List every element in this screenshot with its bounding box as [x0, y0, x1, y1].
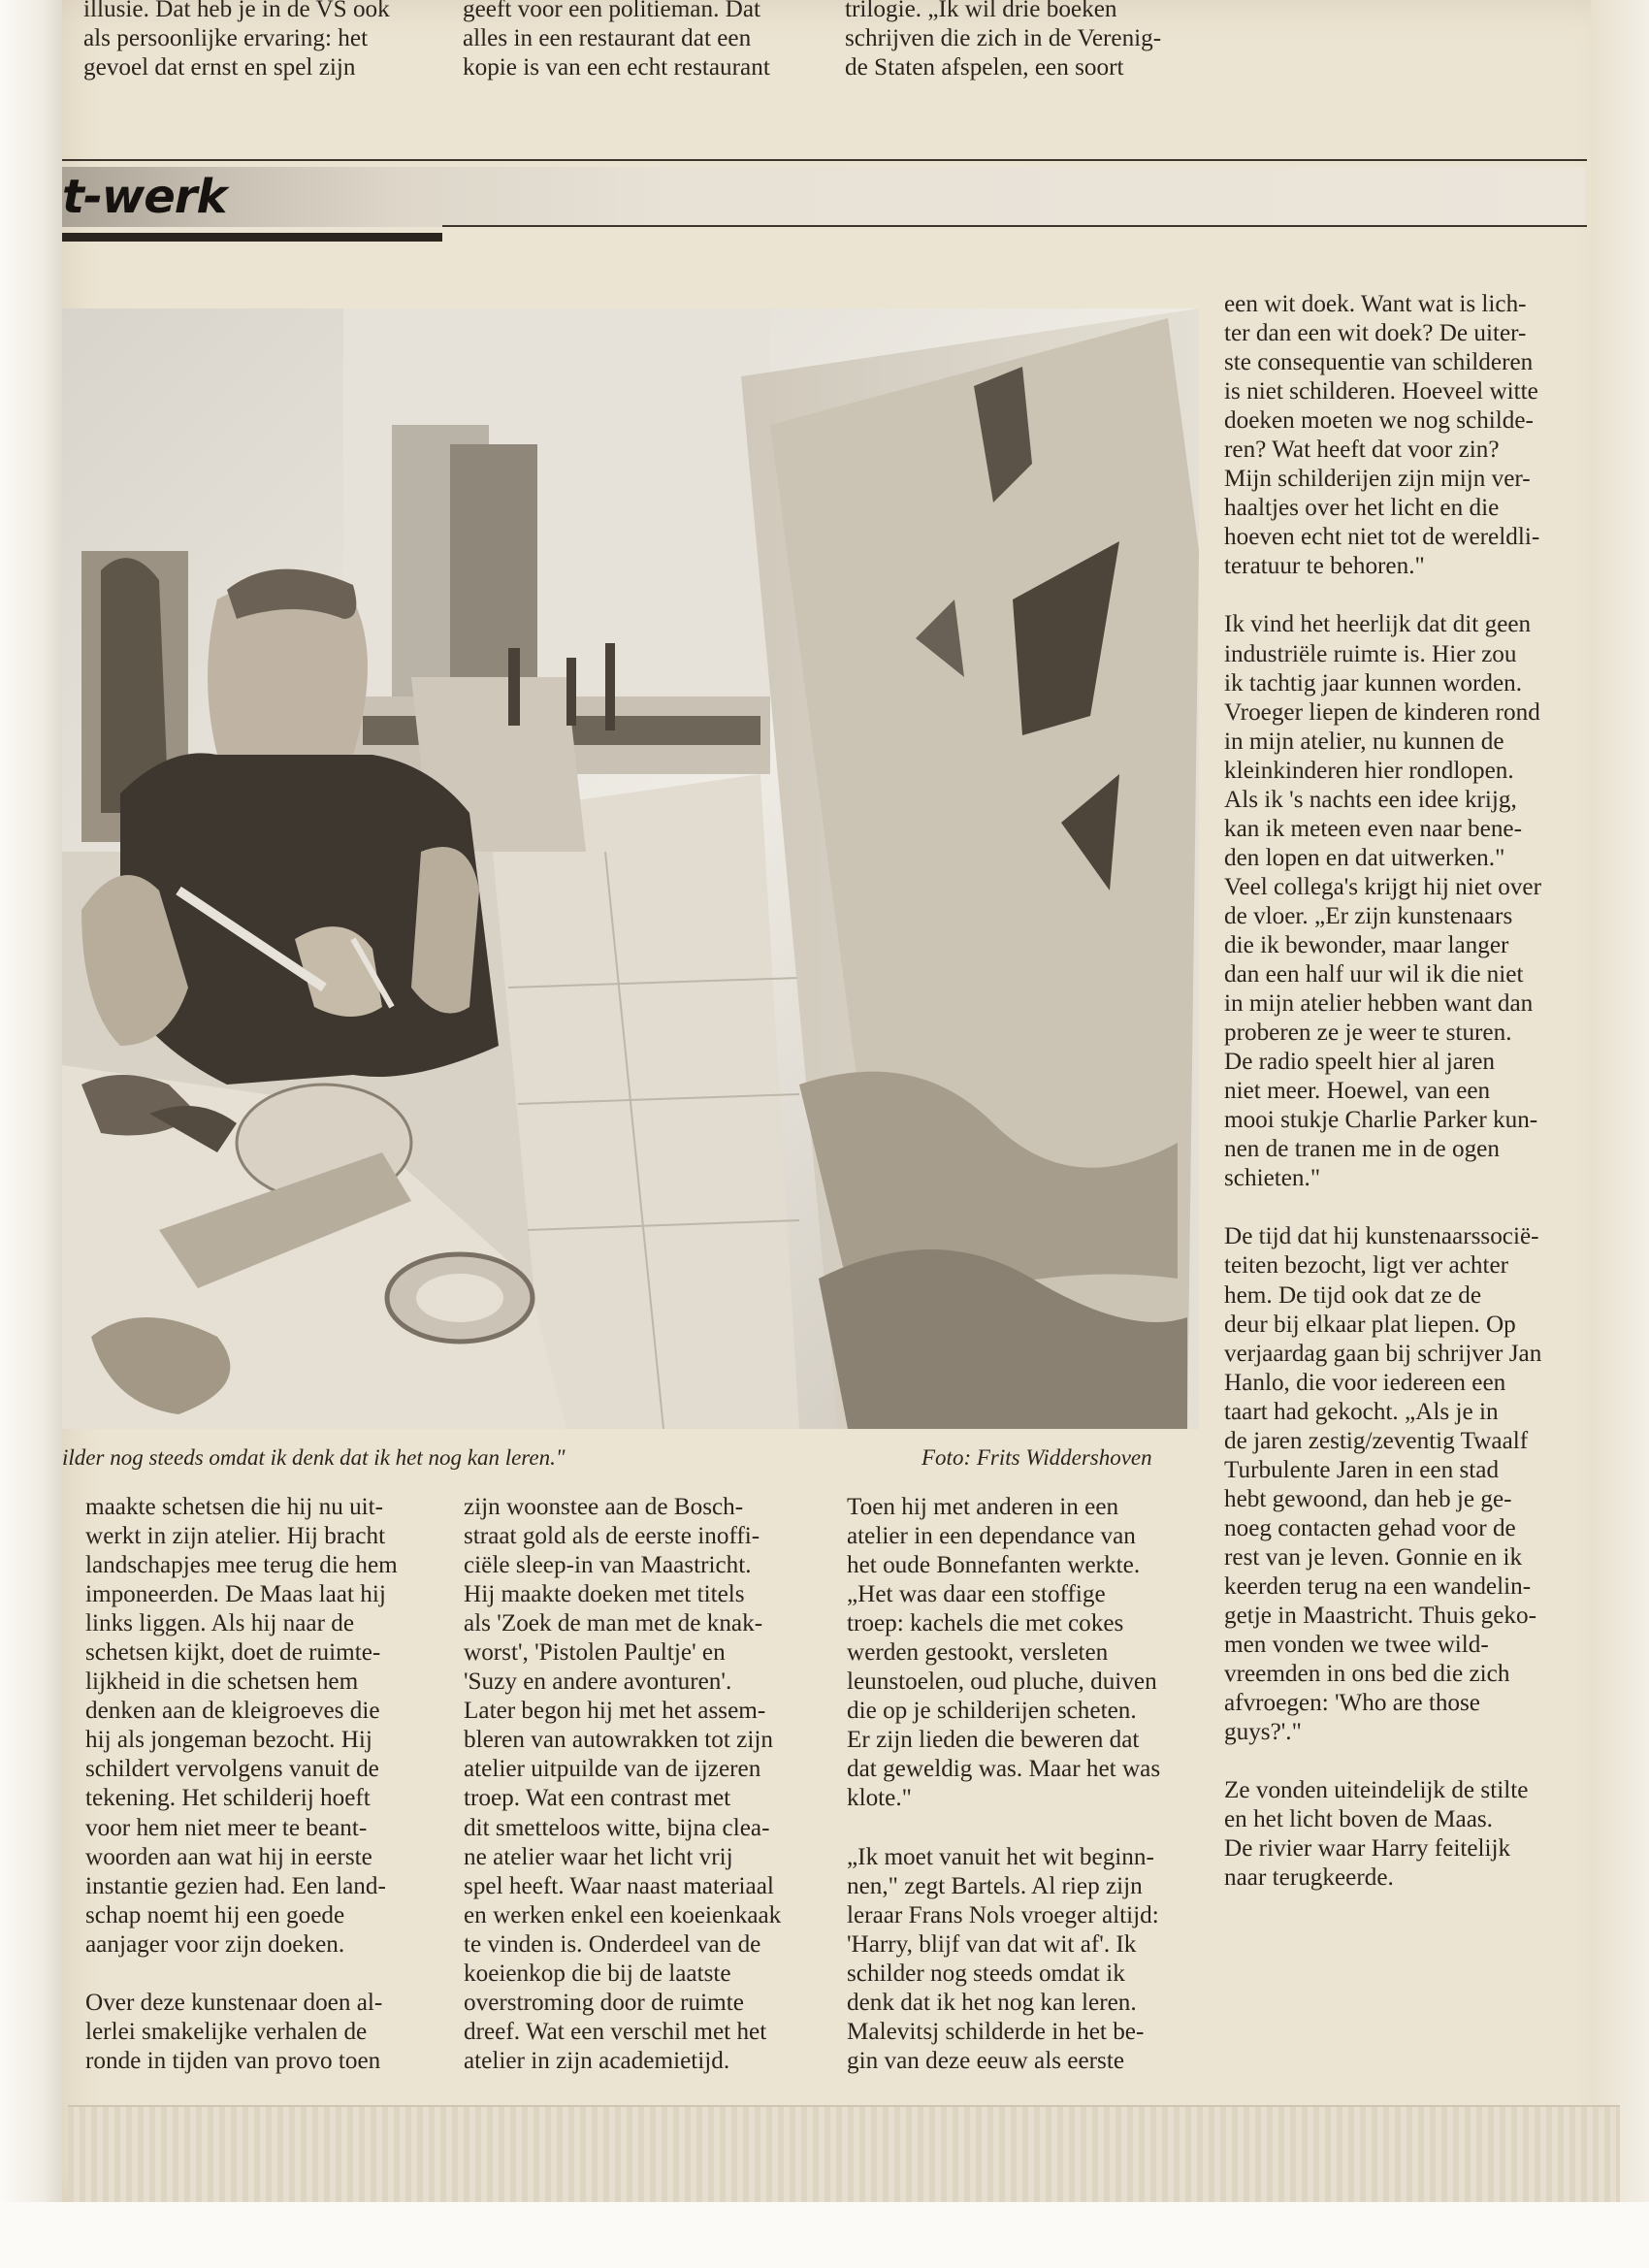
- paragraph-gap: [1224, 1193, 1578, 1222]
- text-line: De rivier waar Harry feitelijk: [1224, 1835, 1511, 1863]
- text-line: een wit doek. Want wat is lich-: [1224, 291, 1527, 317]
- text-line: is niet schilderen. Hoeveel witte: [1224, 378, 1538, 405]
- text-line: zijn woonstee aan de Bosch-: [464, 1494, 744, 1520]
- text-line: haaltjes over het licht en die: [1224, 495, 1500, 522]
- text-line: industriële ruimte is. Hier zou: [1224, 640, 1517, 667]
- text-line: gin van deze eeuw als eerste: [847, 2047, 1125, 2074]
- text-line: teiten bezocht, ligt ver achter: [1224, 1252, 1509, 1280]
- text-line: ne atelier waar het licht vrij: [464, 1843, 733, 1870]
- top-column-2: [463, 0, 822, 82]
- text-line: teratuur te behoren.": [1224, 553, 1425, 580]
- text-line: 'Harry, blijf van dat wit af'. Ik: [847, 1930, 1137, 1958]
- text-line: klote.": [847, 1785, 912, 1812]
- text-line: in mijn atelier hebben want dan: [1224, 990, 1534, 1018]
- text-line: rest van je leven. Gonnie en ik: [1224, 1543, 1523, 1571]
- text-line: worst', 'Pistolen Paultje' en: [464, 1639, 726, 1667]
- text-line: proberen ze je weer te sturen.: [1224, 1020, 1512, 1047]
- text-line: illusie. Dat heb je in de VS ook: [83, 0, 390, 22]
- section-underbar: [62, 233, 442, 242]
- text-line: in mijn atelier, nu kunnen de: [1224, 728, 1504, 755]
- paragraph-gap: [1224, 581, 1578, 610]
- text-line: te vinden is. Onderdeel van de: [464, 1930, 761, 1958]
- text-line: verjaardag gaan bij schrijver Jan: [1224, 1340, 1542, 1367]
- text-line: de jaren zestig/zeventig Twaalf: [1224, 1427, 1529, 1454]
- text-line: den lopen en dat uitwerken.": [1224, 844, 1505, 871]
- text-line: hoeven echt niet tot de wereldli-: [1224, 524, 1540, 551]
- text-line: „Het was daar een stoffige: [847, 1581, 1106, 1608]
- paragraph-gap: [85, 1960, 436, 1989]
- text-line: dit smetteloos witte, bijna clea-: [464, 1814, 770, 1841]
- text-line: afvroegen: 'Who are those: [1224, 1690, 1480, 1717]
- text-line: die op je schilderijen scheten.: [847, 1698, 1137, 1725]
- text-line: overstroming door de ruimte: [464, 1989, 744, 2016]
- text-line: schieten.": [1224, 1165, 1321, 1192]
- section-title: t-werk: [62, 170, 227, 224]
- text-line: Vroeger liepen de kinderen rond: [1224, 698, 1540, 726]
- text-line: Toen hij met anderen in een: [847, 1494, 1119, 1520]
- text-line: trilogie. „Ik wil drie boeken: [845, 0, 1117, 22]
- text-line: vreemden in ons bed die zich: [1224, 1661, 1510, 1688]
- text-line: tekening. Het schilderij hoeft: [85, 1785, 371, 1812]
- text-line: schildert vervolgens vanuit de: [85, 1756, 379, 1783]
- text-line: dan een half uur wil ik die niet: [1224, 961, 1524, 988]
- text-line: niet meer. Hoewel, van een: [1224, 1078, 1491, 1105]
- text-line: deur bij elkaar plat liepen. Op: [1224, 1311, 1516, 1338]
- text-line: Er zijn lieden die beweren dat: [847, 1727, 1140, 1754]
- text-line: De tijd dat hij kunstenaarssocië-: [1224, 1223, 1539, 1250]
- section-banner: [62, 167, 1585, 227]
- text-line: leunstoelen, oud pluche, duiven: [847, 1669, 1157, 1696]
- text-line: Ze vonden uiteindelijk de stilte: [1224, 1777, 1529, 1804]
- text-line: kan ik meteen even naar bene-: [1224, 815, 1522, 842]
- text-line: Hij maakte doeken met titels: [464, 1581, 745, 1608]
- text-line: Over deze kunstenaar doen al-: [85, 1989, 383, 2016]
- text-line: kopie is van een echt restaurant: [463, 54, 770, 81]
- text-line: Turbulente Jaren in een stad: [1224, 1456, 1500, 1483]
- article-bottom-column-3: [847, 1493, 1200, 2076]
- text-line: voor hem niet meer te beant-: [85, 1814, 368, 1841]
- text-line: en het licht boven de Maas.: [1224, 1806, 1493, 1833]
- text-line: doeken moeten we nog schilde-: [1224, 407, 1534, 435]
- top-column-3: [845, 0, 1204, 82]
- text-line: woorden aan wat hij in eerste: [85, 1843, 372, 1870]
- text-line: links liggen. Als hij naar de: [85, 1610, 355, 1637]
- text-line: ren? Wat heeft dat voor zin?: [1224, 437, 1500, 464]
- text-line: naar terugkeerde.: [1224, 1864, 1394, 1892]
- text-line: geeft voor een politieman. Dat: [463, 0, 761, 22]
- article-bottom-column-2: [464, 1493, 817, 2076]
- text-line: aanjager voor zijn doeken.: [85, 1930, 345, 1958]
- text-line: men vonden we twee wild-: [1224, 1632, 1489, 1659]
- text-line: het oude Bonnefanten werkte.: [847, 1552, 1141, 1579]
- text-line: schap noemt hij een goede: [85, 1901, 345, 1928]
- scan-margin-bottom: [0, 2202, 1649, 2268]
- text-line: straat gold als de eerste inoffi-: [464, 1523, 760, 1550]
- text-line: en werken enkel een koeienkaak: [464, 1901, 782, 1928]
- text-line: instantie gezien had. Een land-: [85, 1872, 386, 1899]
- scan-margin: [0, 0, 62, 2268]
- header-rule-top: [62, 159, 1587, 161]
- text-line: dreef. Wat een verschil met het: [464, 2018, 767, 2045]
- text-line: Hanlo, die voor iedereen een: [1224, 1369, 1506, 1396]
- page-fold-band: [68, 2105, 1620, 2204]
- text-line: Mijn schilderijen zijn mijn ver-: [1224, 466, 1531, 493]
- text-line: ter dan een wit doek? De uiter-: [1224, 320, 1527, 347]
- text-line: atelier uitpuilde van de ijzeren: [464, 1756, 761, 1783]
- text-line: hebt gewoond, dan heb je ge-: [1224, 1485, 1512, 1512]
- text-line: getje in Maastricht. Thuis geko-: [1224, 1603, 1537, 1630]
- article-right-column: [1224, 290, 1578, 1893]
- text-line: ste consequentie van schilderen: [1224, 349, 1534, 376]
- text-line: kleinkinderen hier rondlopen.: [1224, 757, 1514, 784]
- paragraph-gap: [1224, 1747, 1578, 1776]
- text-line: lijkheid in die schetsen hem: [85, 1669, 359, 1696]
- text-line: Veel collega's krijgt hij niet over: [1224, 873, 1541, 900]
- text-line: schetsen kijkt, doet de ruimte-: [85, 1639, 381, 1667]
- text-line: nen de tranen me in de ogen: [1224, 1136, 1500, 1163]
- text-line: De radio speelt hier al jaren: [1224, 1049, 1496, 1076]
- text-line: denken aan de kleigroeves die: [85, 1698, 380, 1725]
- text-line: Ik vind het heerlijk dat dit geen: [1224, 611, 1532, 638]
- text-line: leraar Frans Nols vroeger altijd:: [847, 1901, 1159, 1928]
- text-line: werden gestookt, versleten: [847, 1639, 1109, 1667]
- text-line: ciële sleep-in van Maastricht.: [464, 1552, 752, 1579]
- text-line: de Staten afspelen, een soort: [845, 54, 1124, 81]
- text-line: taart had gekocht. „Als je in: [1224, 1398, 1499, 1425]
- text-line: mooi stukje Charlie Parker kun-: [1224, 1107, 1538, 1134]
- text-line: landschapjes mee terug die hem: [85, 1552, 398, 1579]
- text-line: de vloer. „Er zijn kunstenaars: [1224, 902, 1513, 929]
- text-line: koeienkop die bij de laatste: [464, 1960, 731, 1987]
- text-line: denk dat ik het nog kan leren.: [847, 1989, 1137, 2016]
- text-line: troep: kachels die met cokes: [847, 1610, 1124, 1637]
- text-line: maakte schetsen die hij nu uit-: [85, 1494, 384, 1520]
- text-line: noeg contacten gehad voor de: [1224, 1514, 1516, 1541]
- text-line: atelier in zijn academietijd.: [464, 2047, 730, 2074]
- artist-studio-photo: [62, 308, 1199, 1429]
- text-line: guys?'.": [1224, 1719, 1302, 1746]
- text-line: keerden terug na een wandelin-: [1224, 1572, 1532, 1600]
- text-line: ronde in tijden van provo toen: [85, 2047, 381, 2074]
- text-line: als persoonlijke ervaring: het: [83, 25, 369, 51]
- text-line: atelier in een dependance van: [847, 1523, 1136, 1550]
- text-line: Later begon hij met het assem-: [464, 1698, 766, 1725]
- page-edge-right: [1591, 0, 1649, 2212]
- paragraph-gap: [847, 1814, 1200, 1843]
- text-line: schrijven die zich in de Verenig-: [845, 25, 1162, 51]
- text-line: imponeerden. De Maas laat hij: [85, 1581, 386, 1608]
- text-line: dat geweldig was. Maar het was: [847, 1756, 1161, 1783]
- text-line: 'Suzy en andere avonturen'.: [464, 1669, 732, 1696]
- text-line: „Ik moet vanuit het wit beginn-: [847, 1843, 1154, 1870]
- top-column-1: [83, 0, 433, 82]
- header-rule-bottom: [442, 225, 1587, 227]
- text-line: bleren van autowrakken tot zijn: [464, 1727, 773, 1754]
- photo-credit: Foto: Frits Widdershoven: [922, 1445, 1152, 1470]
- text-line: ik tachtig jaar kunnen worden.: [1224, 669, 1523, 697]
- text-line: Als ik 's nachts een idee krijg,: [1224, 786, 1517, 813]
- text-line: alles in een restaurant dat een: [463, 25, 752, 51]
- text-line: hem. De tijd ook dat ze de: [1224, 1281, 1482, 1309]
- text-line: nen," zegt Bartels. Al riep zijn: [847, 1872, 1143, 1899]
- article-bottom-column-1: [85, 1493, 436, 2076]
- text-line: spel heeft. Waar naast materiaal: [464, 1872, 774, 1899]
- text-line: troep. Wat een contrast met: [464, 1785, 731, 1812]
- text-line: als 'Zoek de man met de knak-: [464, 1610, 763, 1637]
- photo-caption: ilder nog steeds omdat ik denk dat ik het nog kan leren.": [62, 1445, 566, 1470]
- text-line: Malevitsj schilderde in het be-: [847, 2018, 1145, 2045]
- text-line: gevoel dat ernst en spel zijn: [83, 54, 356, 81]
- text-line: werkt in zijn atelier. Hij bracht: [85, 1523, 386, 1550]
- text-line: schilder nog steeds omdat ik: [847, 1960, 1125, 1987]
- text-line: lerlei smakelijke verhalen de: [85, 2018, 368, 2045]
- text-line: die ik bewonder, maar langer: [1224, 931, 1509, 958]
- text-line: hij als jongeman bezocht. Hij: [85, 1727, 372, 1754]
